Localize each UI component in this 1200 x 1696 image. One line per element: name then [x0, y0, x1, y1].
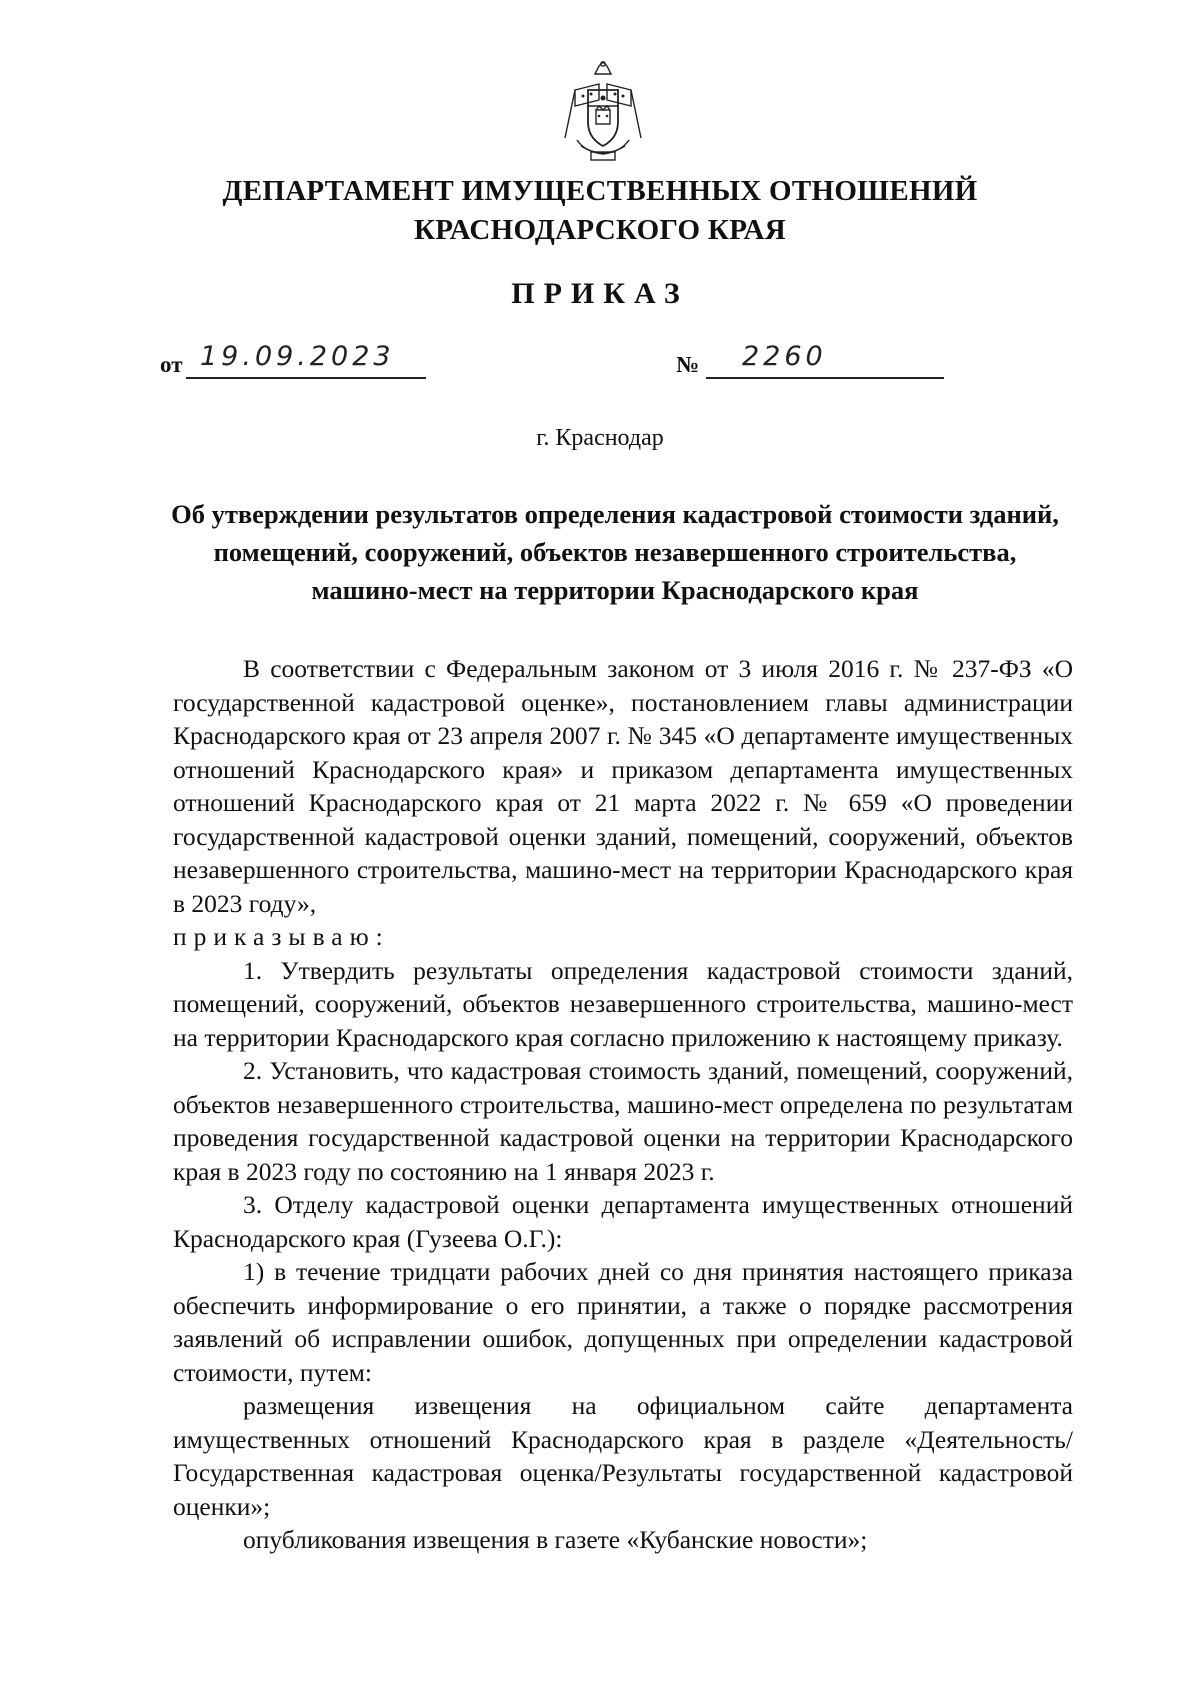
item-3-1-paragraph: 1) в течение тридцати рабочих дней со дня принятия настоящего приказа обеспечить информирование о его принятии, а также о порядке рассмотрения заявлений об исправлении ошибок, допущенных при определении кадастровой стоимости, путем: — [173, 1257, 1073, 1387]
date-underline — [186, 377, 426, 379]
item-3-1-a-paragraph: размещения извещения на официальном сайте департамента имущественных отношений Краснодарского края в разделе «Деятельность/ Государственная кадастровая оценка/Результаты государственной кадастровой оценки»; — [173, 1391, 1073, 1521]
item-3-1-b-paragraph: опубликования извещения в газете «Кубанские новости»; — [243, 1525, 868, 1554]
preamble-paragraph: В соответствии с Федеральным законом от 3 июля 2016 г. № 237-ФЗ «О государственной кадастровой оценке», постановлением главы администрации Краснодарского края от 23 апреля 2007 г. № 345 «О департаменте имущественных отношений Краснодарского края» и приказом департамента имущественных отношений Краснодарского края от 21 марта 2022 г. № 659 «О проведении государственной кадастровой оценки зданий, помещений, сооружений, объектов незавершенного строительства, машино-мест на территории Краснодарского края в 2023 году», — [173, 654, 1073, 918]
subject-line-2: помещений, сооружений, объектов незавершенного строительства, — [213, 537, 1017, 567]
item-1-paragraph: 1. Утвердить результаты определения кадастровой стоимости зданий, помещений, сооружений, объектов незавершенного строительства, машино-мест на территории Краснодарского края согласно приложению к настоящему приказу. — [173, 955, 1073, 1052]
item-2-paragraph: 2. Установить, что кадастровая стоимость зданий, помещений, сооружений, объектов незавершенного строительства, машино-мест определена по результатам проведения государственной кадастровой оценки на территории Краснодарского края в 2023 году по состоянию на 1 января 2023 г. — [173, 1056, 1073, 1186]
date-value: 19.09.2023 — [200, 341, 395, 372]
department-heading — [0, 172, 1200, 250]
department-line-2: КРАСНОДАРСКОГО КРАЯ — [413, 214, 787, 246]
document-subject — [165, 495, 1065, 609]
date-prefix: от — [160, 352, 183, 377]
subject-line-1: Об утверждении результатов определения кадастровой стоимости зданий, — [171, 499, 1059, 529]
document-type: ПРИКАЗ — [511, 277, 689, 310]
city: г. Краснодар — [536, 425, 664, 451]
item-3-paragraph: 3. Отделу кадастровой оценки департамента имущественных отношений Краснодарского края (Гузеева О.Г.): — [173, 1190, 1073, 1253]
document-body — [173, 652, 1073, 1557]
number-prefix: № — [676, 352, 700, 377]
number-value: 2260 — [742, 341, 827, 372]
coat-of-arms-icon — [555, 60, 651, 164]
department-line-1: ДЕПАРТАМЕНТ ИМУЩЕСТВЕННЫХ ОТНОШЕНИЙ — [222, 175, 978, 207]
order-word: приказываю: — [173, 922, 390, 951]
number-underline — [706, 377, 944, 379]
subject-line-3: машино-мест на территории Краснодарского края — [311, 575, 919, 605]
